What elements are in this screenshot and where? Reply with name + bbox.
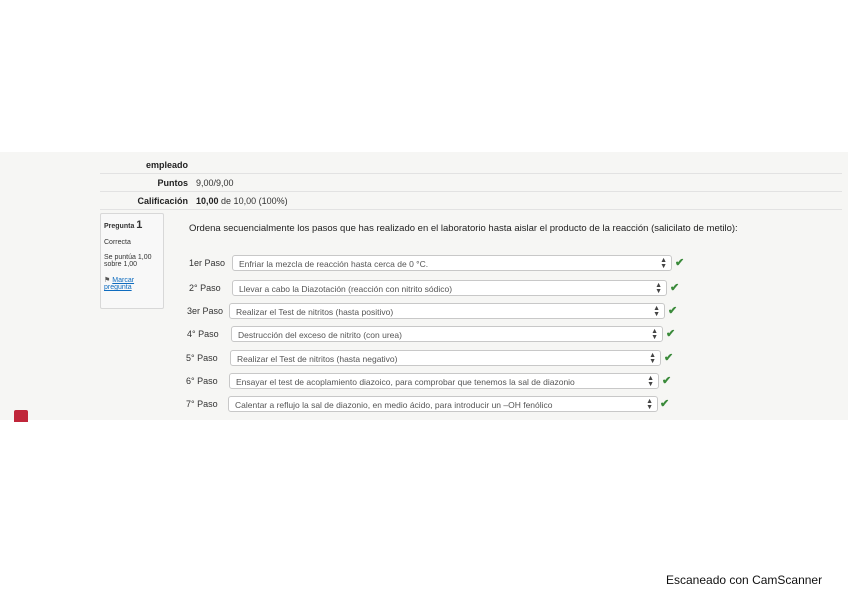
step-answer-text: Realizar el Test de nitritos (hasta positivo) xyxy=(236,307,394,317)
step-label: 1er Paso xyxy=(189,258,226,268)
step-answer-select[interactable] xyxy=(232,255,672,271)
summary-label: empleado xyxy=(100,156,192,174)
summary-label: Calificación xyxy=(100,192,192,210)
flag-question-link[interactable]: ⚑ Marcar pregunta xyxy=(104,277,135,291)
flag-icon: ⚑ xyxy=(104,277,111,284)
summary-row xyxy=(100,156,842,174)
select-caret-icon: ▲ ▼ xyxy=(660,257,667,270)
question-text: Ordena secuencialmente los pasos que has realizado en el laboratorio hasta aislar el producto de la reacción (salicilato de metilo): xyxy=(189,223,738,234)
step-answer-text: Ensayar el test de acoplamiento diazoico, para comprobar que tenemos la sal de diazonio xyxy=(236,377,575,387)
step-row xyxy=(187,326,680,342)
summary-value xyxy=(192,156,842,174)
step-row xyxy=(189,280,684,296)
attempt-summary-table xyxy=(100,156,842,210)
correct-check-icon: ✔ xyxy=(670,282,680,294)
bottom-toolbar xyxy=(0,408,160,420)
step-answer-select[interactable] xyxy=(228,396,658,412)
select-caret-icon: ▲ ▼ xyxy=(653,305,660,318)
scanner-watermark: Escaneado con CamScanner xyxy=(666,573,823,587)
summary-value: 9,00/9,00 xyxy=(192,174,842,192)
step-answer-text: Realizar el Test de nitritos (hasta negativo) xyxy=(237,354,398,364)
step-answer-text: Calentar a reflujo la sal de diazonio, en medio ácido, para introducir un –OH fenólico xyxy=(235,400,553,410)
correct-check-icon: ✔ xyxy=(668,305,678,317)
correct-check-icon: ✔ xyxy=(675,257,685,269)
correct-check-icon: ✔ xyxy=(664,352,674,364)
correct-check-icon: ✔ xyxy=(660,398,670,410)
step-row xyxy=(186,350,678,366)
app-icon[interactable] xyxy=(14,410,28,422)
select-caret-icon: ▲ ▼ xyxy=(646,398,653,411)
step-answer-text: Enfriar la mezcla de reacción hasta cerca de 0 °C. xyxy=(239,259,429,269)
select-caret-icon: ▲ ▼ xyxy=(649,352,656,365)
step-answer-select[interactable] xyxy=(229,303,665,319)
step-row xyxy=(186,396,674,412)
question-info-box xyxy=(100,213,164,309)
select-caret-icon: ▲ ▼ xyxy=(655,282,662,295)
question-status: Correcta xyxy=(104,239,131,246)
step-answer-select[interactable] xyxy=(229,373,659,389)
select-caret-icon: ▲ ▼ xyxy=(651,328,658,341)
correct-check-icon: ✔ xyxy=(662,375,672,387)
step-row xyxy=(189,255,689,271)
step-answer-select[interactable] xyxy=(231,326,663,342)
question-number: Pregunta 1 xyxy=(104,219,143,231)
step-answer-select[interactable] xyxy=(230,350,661,366)
step-label: 5° Paso xyxy=(186,353,218,363)
question-score: Se puntúa 1,00 sobre 1,00 xyxy=(104,254,152,268)
step-label: 6° Paso xyxy=(186,376,218,386)
step-label: 2° Paso xyxy=(189,283,221,293)
summary-value: 10,00 de 10,00 (100%) xyxy=(192,192,842,210)
step-label: 4° Paso xyxy=(187,329,219,339)
summary-row xyxy=(100,192,842,210)
step-answer-text: Destrucción del exceso de nitrito (con urea) xyxy=(238,330,402,340)
correct-check-icon: ✔ xyxy=(666,328,676,340)
step-answer-text: Llevar a cabo la Diazotación (reacción con nitrito sódico) xyxy=(239,284,453,294)
step-answer-select[interactable] xyxy=(232,280,667,296)
summary-label: Puntos xyxy=(100,174,192,192)
step-label: 3er Paso xyxy=(187,306,224,316)
step-row xyxy=(187,303,682,319)
select-caret-icon: ▲ ▼ xyxy=(647,375,654,388)
step-row xyxy=(186,373,676,389)
step-label: 7° Paso xyxy=(186,399,218,409)
summary-row xyxy=(100,174,842,192)
